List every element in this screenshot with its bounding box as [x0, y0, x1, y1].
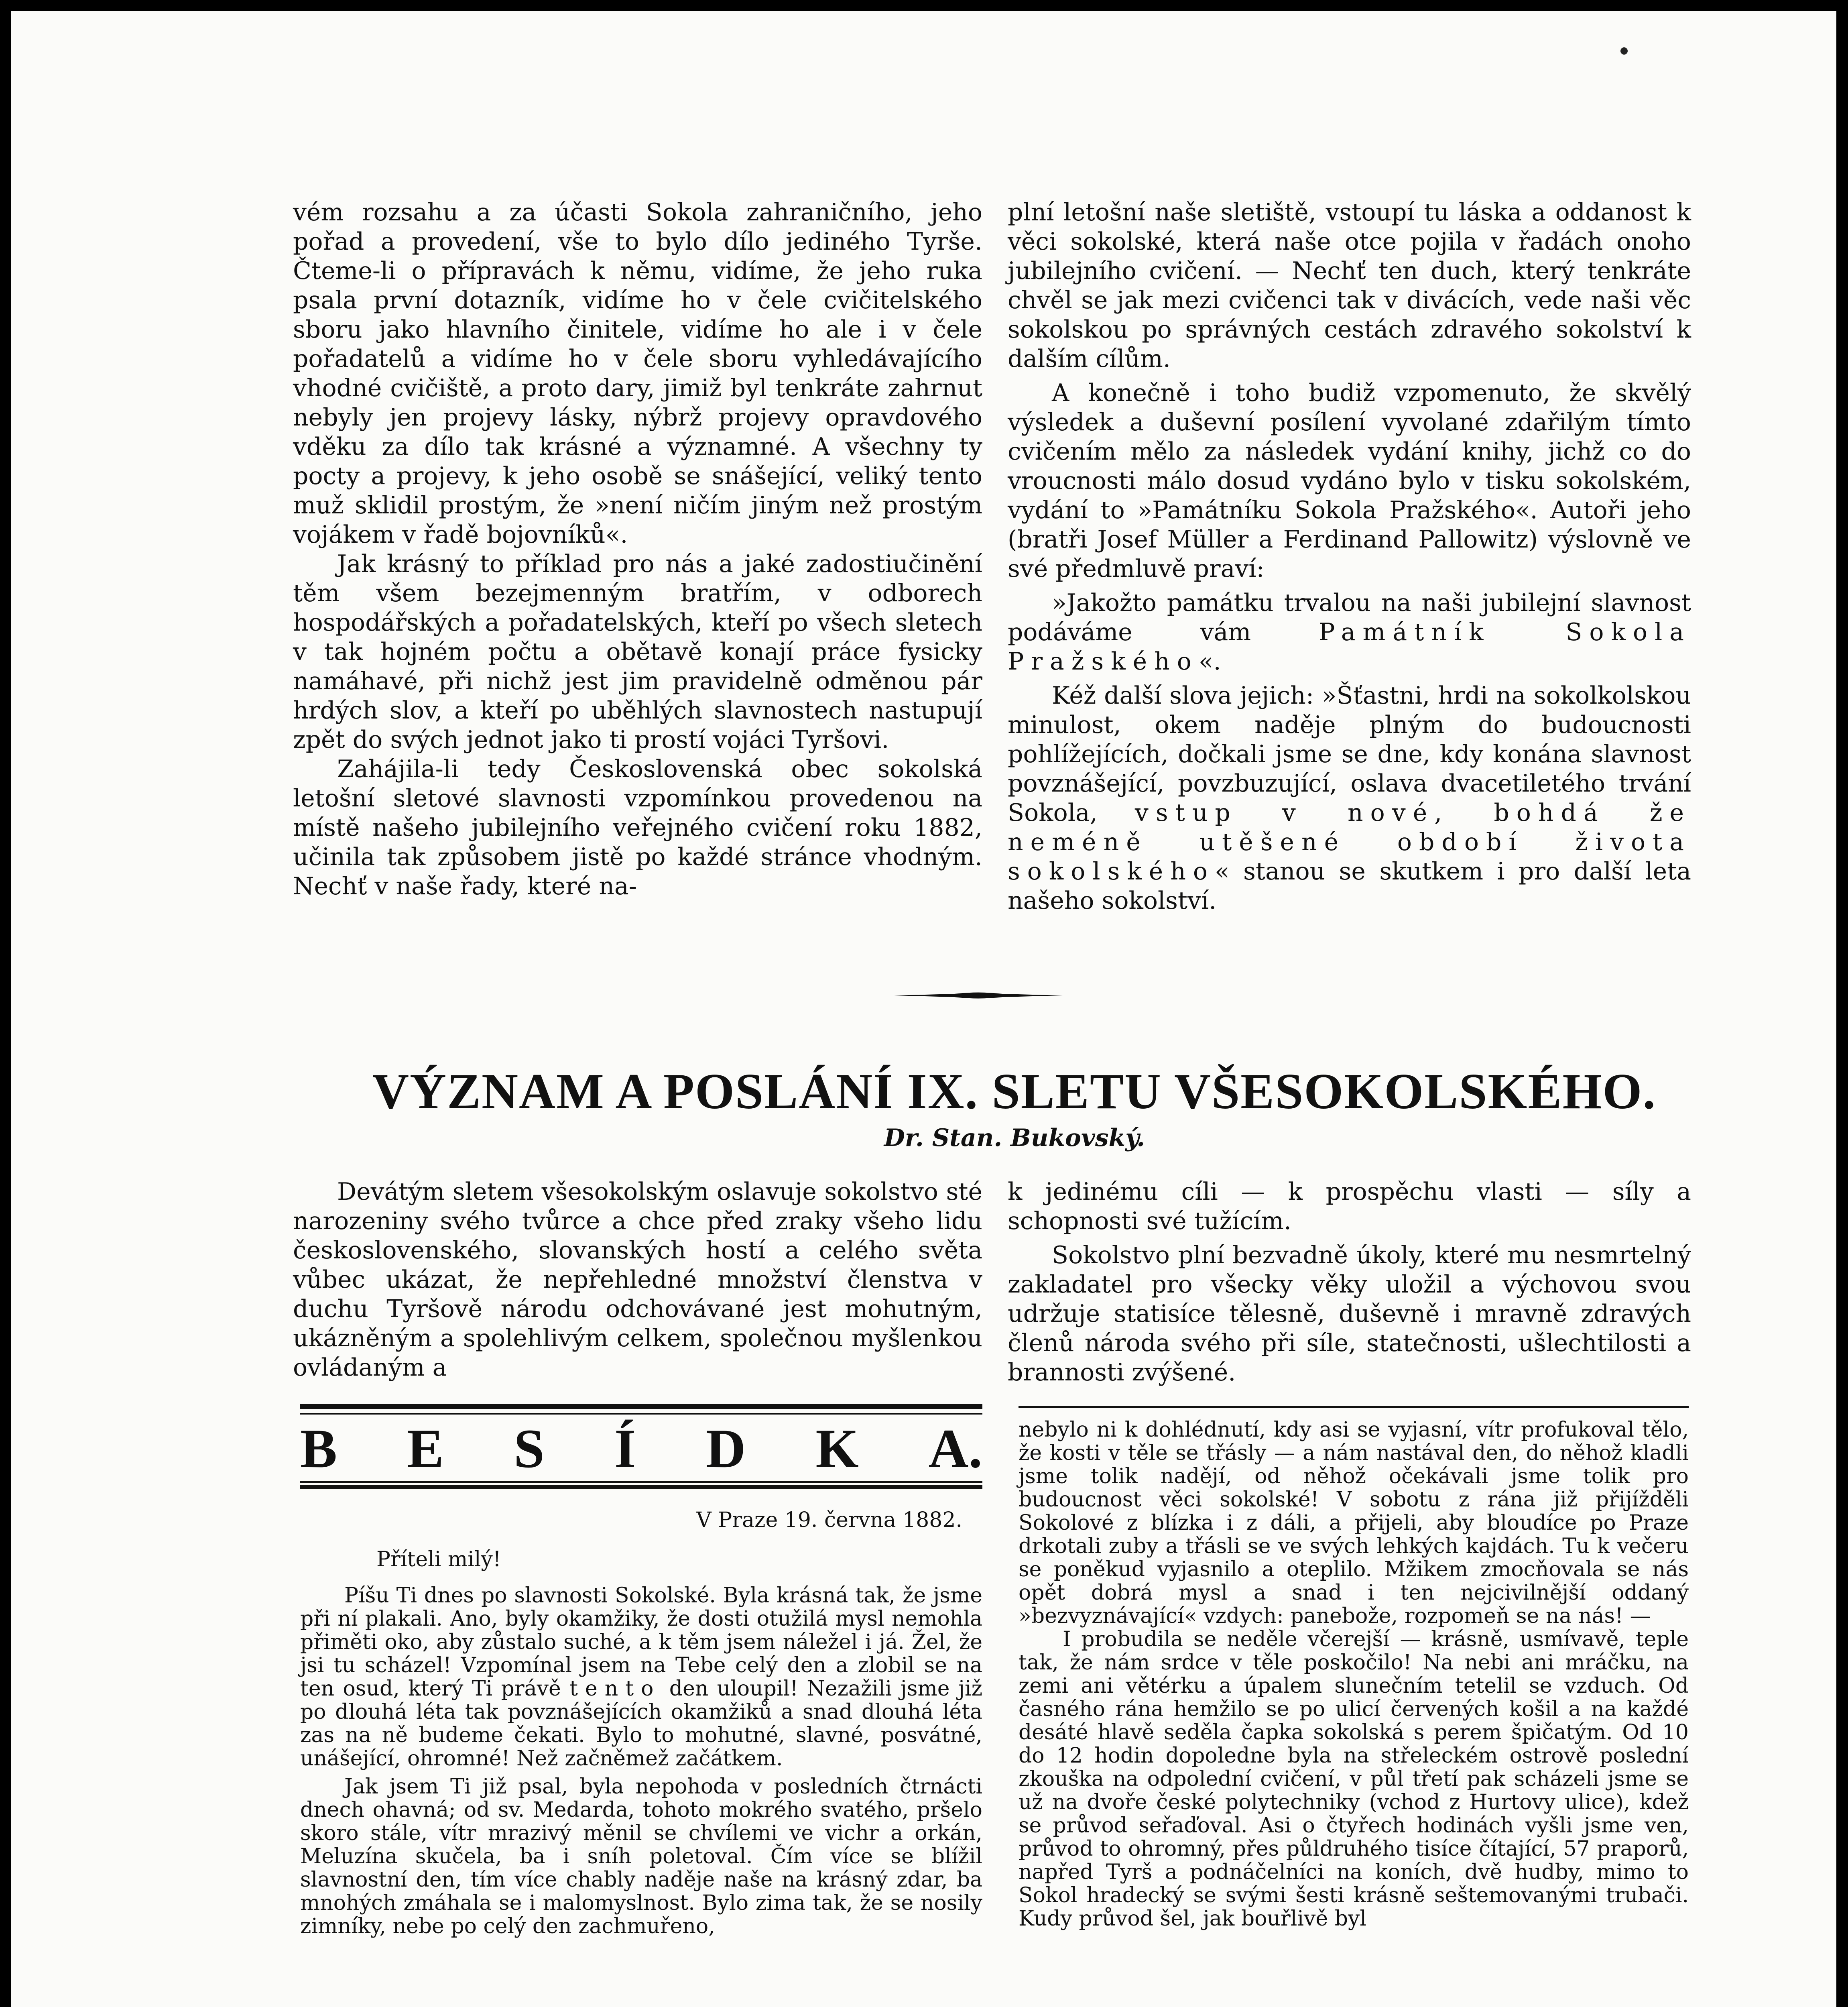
double-rule-bottom-thin: [300, 1481, 982, 1483]
paragraph: A konečně i toho budiž vzpomenuto, že skvělý výsledek a duševní posílení vyvolané zdařilým tímto cvičením mělo za následek vydání knihy, jichž co do vroucnosti málo dosud vydáno bylo v tisku sokolském, vydání to »Památníku Sokola Pražského«. Autoři jeho (bratři Josef Müller a Ferdinand Pallowitz) výslovně ve své předmluvě praví:: [1008, 379, 1691, 583]
paragraph: I probudila se neděle včerejší — krásně, usmívavě, teple tak, že nám srdce v těle poskočilo! Na nebi ani mráčku, na zemi ani větérku a úpalem slunečním tetelil se vzduch. Od časného rána hemžilo se po ulicí červených košil a na každé desáté hlavě seděla čapka sokolská s perem špičatým. Od 10 do 12 hodin dopoledne byla na střeleckém ostrově poslední zkouška na odpolední cvičení, v půl třetí pak scházeli jsme se už na dvoře české polytechniky (vchod z Hurtovy ulice), kdež se průvod seřaďoval. Asi o čtyřech hodinách vyšli jsme ven, průvod to ohromný, přes půldruhého tisíce čítající, 57 praporů, napřed Tyrš a podnáčelníci na koních, dvě hudby, mimo to Sokol hradecký se svými šesti krásně seštemovanými trubači. Kudy průvod šel, jak bouřlivě byl: [1019, 1627, 1689, 1931]
paragraph: Zahájila-li tedy Československá obec sokolská letošní sletové slavnosti vzpomínkou provedenou na místě našeho jubilejního veřejného cvičení roku 1882, učinila tak způsobem jistě po každé stránce vhodným. Nechť v naše řady, které na-: [293, 755, 982, 900]
ornament-divider: [894, 991, 1063, 1000]
heading-letter: K: [815, 1417, 859, 1479]
spaced-quote: vstup v nové, bohdá že neméně utěšené období života sokolského: [1008, 799, 1691, 885]
page: [11, 11, 1836, 2007]
paragraph: nebylo ni k dohlédnutí, kdy asi se vyjasní, vítr profukoval tělo, že kosti v těle se třásly — a nám nastával den, do něhož kladli jsme tolik nadějí, od něhož očekávali jsme tolik pro budoucnost věci sokolské! V sobotu z rána již přijížděli Sokolové z blízka i z dáli, a přijeli, aby bloudíce po Praze drkotali zuby a třásli se ve svých lehkých kajdách. Tu k večeru se poněkud vyjasnilo a oteplilo. Mžikem zmocňovala se nás opět dobrá mysl a snad i ten nejcivilnější oddaný »bezvyznávající« vzdych: panebože, rozpomeň se na nás! —: [1019, 1418, 1689, 1628]
heading-letter: S: [514, 1417, 545, 1479]
spaced-word: tento: [569, 1677, 661, 1701]
spaced-title: Památník Sokola Pražského: [1008, 618, 1691, 676]
double-rule-top-thin: [300, 1413, 982, 1415]
heading-letter: D: [705, 1417, 746, 1479]
paragraph: vém rozsahu a za účasti Sokola zahraničního, jeho pořad a provedení, vše to bylo dílo jediného Tyrše. Čteme-li o přípravách k němu, vidíme, že jeho ruka psala první dotazník, vidíme ho v čele cvičitelského sboru jako hlavního činitele, vidíme ho ale i v čele pořadatelů a vidíme ho v čele sboru vyhledávajícího vhodné cvičiště, a proto dary, jimiž byl tenkráte zahrnut nebyly jen projevy lásky, nýbrž projevy opravdového vděku za dílo tak krásné a významné. A všechny ty pocty a projevy, k jeho osobě se snášející, veliký tento muž sklidil prostým, že »není ničím jiným než prostým vojákem v řadě bojovníků«.: [293, 198, 982, 549]
column-rule: [1019, 1406, 1689, 1408]
article2-left-column: [293, 1177, 982, 1394]
double-rule-bottom: [300, 1485, 982, 1489]
heading-letter: E: [407, 1417, 444, 1479]
heading-letter: B: [300, 1417, 337, 1479]
article1-left-column: [293, 198, 982, 969]
article-title: VÝZNAM A POSLÁNÍ IX. SLETU VŠESOKOLSKÉHO.: [372, 1064, 1656, 1120]
paragraph: plní letošní naše sletiště, vstoupí tu láska a oddanost k věci sokolské, která naše otce pojila v řadách onoho jubilejního cvičení. — Nechť ten duch, který tenkráte chvěl se jak mezi cvičenci tak v divácích, vede naši věc sokolskou po správných cestách zdravého sokolství k dalším cílům.: [1008, 198, 1691, 373]
paragraph: Píšu Ti dnes po slavnosti Sokolské. Byla krásná tak, že jsme při ní plakali. Ano, byly okamžiky, že dosti otužilá mysl nemohla přiměti oko, aby zůstalo suché, a k těm jsem náležel i já. Žel, že jsi tu scházel! Vzpomínal jsem na Tebe celý den a zlobil se na ten osud, který Ti právě tento den uloupil! Nezažili jsme již po dlouhá léta tak povznášejících okamžiků a snad dlouhá léta zas na ně budeme čekati. Bylo to mohutné, slavné, posvátné, unášející, ohromné! Než začněmež začátkem.: [300, 1584, 982, 1771]
heading-letter: A.: [928, 1417, 982, 1479]
section-heading-besidka: [300, 1417, 982, 1479]
paragraph: Jak jsem Ti již psal, byla nepohoda v posledních čtrnácti dnech ohavná; od sv. Medarda, tohoto mokrého svatého, pršelo skoro stále, vítr mrazivý měnil se chvílemi ve vichr a orkán, Meluzína skučela, ba i sníh poletoval. Čím více se blížil slavnostní den, tím více chably naděje naše na krásný zdar, ba mnohých zmáhala se i malomyslnost. Bylo zima tak, že se nosily zimníky, nebe po celý den zachmuřeno,: [300, 1775, 982, 1938]
paragraph: Devátým sletem všesokolským oslavuje sokolstvo sté narozeniny svého tvůrce a chce před zraky všeho lidu československého, slovanských hostí a celého světa vůbec ukázat, že nepřehledné množství členstva v duchu Tyršově národu odchovávané jest mohutným, ukázněným a spolehlivým celkem, společnou myšlenkou ovládaným a: [293, 1178, 982, 1382]
article-author: Dr. Stan. Bukovský.: [884, 1124, 1145, 1152]
article2-right-column: [1008, 1177, 1691, 1394]
quote-paragraph: »Jakožto památku trvalou na naši jubilejní slavnost podáváme vám Památník Sokola Pražského«.: [1008, 589, 1691, 676]
article1-right-column: [1008, 198, 1691, 969]
heading-letter: Í: [614, 1417, 636, 1479]
dateline: V Praze 19. června 1882.: [696, 1508, 962, 1532]
letter-greeting: Příteli milý!: [376, 1547, 501, 1571]
double-rule-top: [300, 1404, 982, 1409]
paragraph: k jedinému cíli — k prospěchu vlasti — síly a schopnosti své tužícím.: [1008, 1178, 1691, 1235]
ink-speck: [1620, 47, 1628, 55]
besidka-right-column: [1019, 1418, 1689, 2007]
paragraph: Jak krásný to příklad pro nás a jaké zadostiučinění těm všem bezejmenným bratřím, v odborech hospodářských a pořadatelských, kteří po všech sletech v tak hojném počtu a obětavě konají práce fysicky namáhavé, při nichž jest jim pravidelně odměnou pár hrdých slov, a kteří po uběhlých slavnostech nastupují zpět do svých jednot jako ti prostí vojáci Tyršovi.: [293, 550, 982, 754]
paragraph: Kéž další slova jejich: »Šťastni, hrdi na sokolkolskou minulost, okem naděje plným do budoucnosti pohlížejících, dočkali jsme se dne, kdy konána slavnost povznášející, povzbuzující, oslava dvacetiletého trvání Sokola, vstup v nové, bohdá že neméně utěšené období života sokolského« stanou se skutkem i pro další leta našeho sokolství.: [1008, 682, 1691, 915]
paragraph: Sokolstvo plní bezvadně úkoly, které mu nesmrtelný zakladatel pro všecky věky uložil a výchovou svou udržuje statisíce tělesně, duševně i mravně zdravých členů národa svého při síle, statečnosti, ušlechtilosti a brannosti zvýšené.: [1008, 1241, 1691, 1386]
besidka-left-column: [300, 1496, 982, 2007]
